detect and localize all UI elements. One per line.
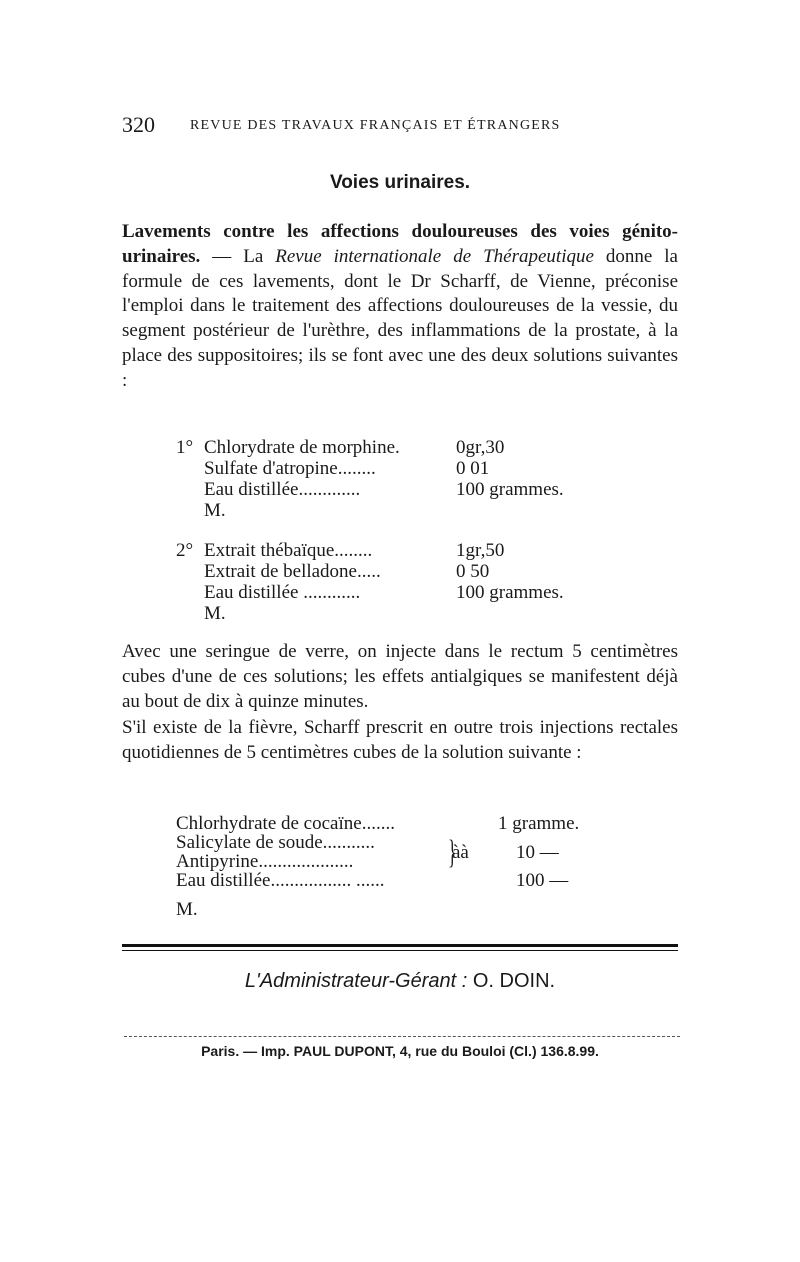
signature-name: O. DOIN. <box>472 970 556 992</box>
recipe-item-name: Extrait de belladone..... <box>204 561 381 582</box>
aa-dose: 10 — <box>516 842 559 863</box>
paragraph-fievre: S'il existe de la fièvre, Scharff prescrit en outre trois injections rectales quotidiennes de 5 centimètres cubes de la solution suivante : <box>122 717 678 763</box>
paragraph-text-after: donne la formule de ces lavements, dont le Dr Scharff, de Vienne, préconise l'emploi dans le traitement des affections douloureuses de la vessie, du segment postérieur de l'urèthre, des inflammations de la prostate, à la place des suppositoires; ils se font avec une des deux solutions suivantes : <box>122 245 678 391</box>
recipe-2 <box>176 540 596 624</box>
recipe-item-dose: 0 50 <box>456 561 490 582</box>
aa-label: àà <box>452 842 469 863</box>
recipe-item-name: Sulfate d'atropine........ <box>204 458 376 479</box>
double-rule-divider <box>122 944 678 947</box>
paragraph-text-before: — La <box>200 245 276 267</box>
recipe-item-name: Chlorydrate de morphine. <box>204 437 400 458</box>
recipe-item-name: Chlorhydrate de cocaïne....... <box>176 813 395 834</box>
recipe-item-dose: 100 — <box>516 870 569 891</box>
recipe-item-dose: 0 01 <box>456 458 490 479</box>
recipe-closing: M. <box>176 899 198 920</box>
thin-rule-divider <box>124 1036 680 1037</box>
recipe-item-name: Salicylate de soude........... <box>176 832 375 853</box>
recipe-item-dose: 1 gramme. <box>498 813 580 834</box>
recipe-number: 1° <box>176 437 194 458</box>
running-title: REVUE DES TRAVAUX FRANÇAIS ET ÉTRANGERS <box>190 118 561 133</box>
page-number: 320 <box>122 112 155 137</box>
recipe-closing: M. <box>204 603 226 624</box>
recipe-1 <box>176 437 596 521</box>
paragraph-heading: Lavements contre les affections douloureuses des voies génito-urinaires. <box>122 221 678 267</box>
printer-imprint: Paris. — Imp. PAUL DUPONT, 4, rue du Bouloi (Cl.) 136.8.99. <box>201 1043 599 1059</box>
recipe-item-dose: 1gr,50 <box>456 540 505 561</box>
recipe-closing: M. <box>204 500 226 521</box>
recipe-item-name: Eau distillée............. <box>204 479 361 500</box>
running-head <box>122 112 622 138</box>
recipe-item-name: Eau distillée ............ <box>204 582 361 603</box>
recipe-item-dose: 100 grammes. <box>456 582 564 603</box>
journal-title: Revue internationale de Thérapeutique <box>275 245 594 267</box>
section-title: Voies urinaires. <box>329 172 471 193</box>
brace-symbol: } <box>448 834 457 871</box>
recipe-item-name: Extrait thébaïque........ <box>204 540 373 561</box>
signature-role: L'Administrateur-Gérant : <box>244 970 468 992</box>
recipe-number: 2° <box>176 540 194 561</box>
signature-line <box>0 970 800 993</box>
recipe-item-name: Eau distillée................. ...... <box>176 870 385 891</box>
recipe-3 <box>176 813 636 920</box>
paragraph-lavements <box>122 220 678 394</box>
paragraph-seringue: Avec une seringue de verre, on injecte dans le rectum 5 centimètres cubes d'une de ces solutions; les effets antialgiques se manifestent déjà au bout de dix à quinze minutes. <box>122 641 678 712</box>
recipe-item-dose: 100 grammes. <box>456 479 564 500</box>
recipe-item-dose: 0gr,30 <box>456 437 505 458</box>
recipe-item-name: Antipyrine.................... <box>176 851 354 872</box>
